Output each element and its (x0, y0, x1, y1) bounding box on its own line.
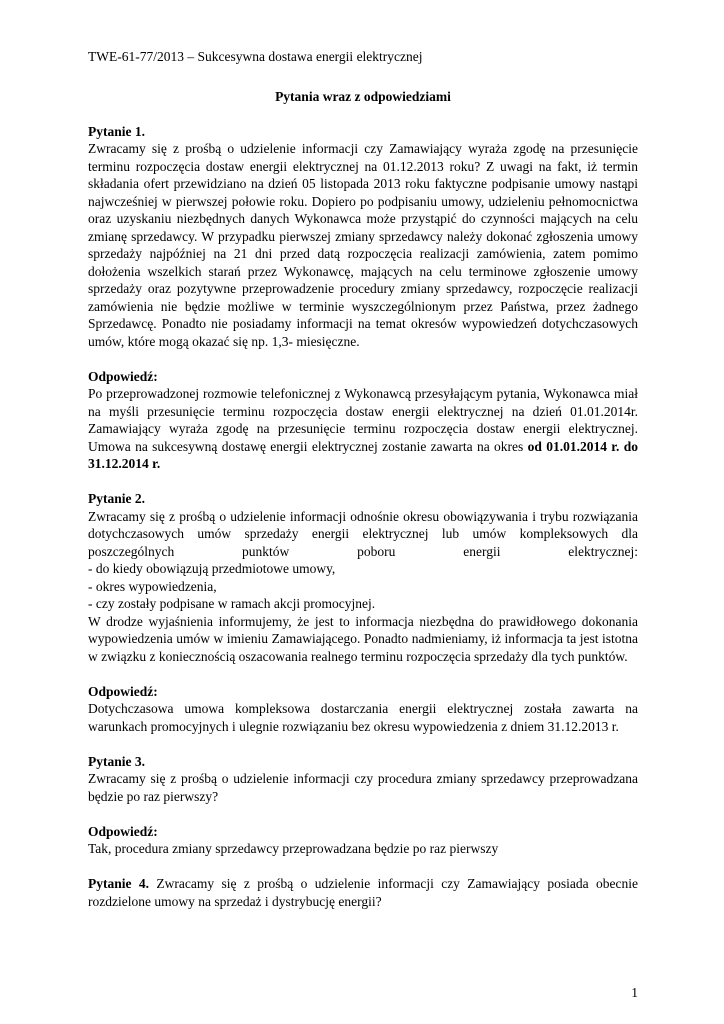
question-4-body (88, 875, 638, 910)
answer-1-text: Po przeprowadzonej rozmowie telefonicznej z Wykonawcą przesyłającym pytania, Wykonawca miał na myśli przesunięcie terminu rozpoczęcia dostaw energii elektrycznej na dzień 01.01.2014r. Zamawiający wyraża zgodę na przesunięcie terminu rozpoczęcia dostaw energii elektrycznej. Umowa na sukcesywną dostawę energii elektrycznej zostanie zawarta na okres (88, 386, 638, 454)
question-1-section (88, 123, 638, 351)
question-2-intro: Zwracamy się z prośbą o udzielenie informacji odnośnie okresu obowiązywania i trybu rozwiązania dotychczasowych umów sprzedaży energii elektrycznej lub umów kompleksowych dla poszczególnych punktów poboru energii elektrycznej: (88, 508, 638, 559)
question-2-section (88, 490, 638, 665)
answer-1-contract-period: od 01.01.2014 r. do 31.12.2014 r. (88, 438, 638, 471)
answer-2-section (88, 683, 638, 736)
document-title: Pytania wraz z odpowiedziami (275, 88, 451, 104)
question-2-outro: W drodze wyjaśnienia informujemy, że jest to informacja niezbędna do prawidłowego dokonania wypowiedzenia umów w imieniu Zamawiającego. Ponadto nadmieniamy, iż informacja ta jest istotna w związku z koniecznością oszacowania realnego terminu rozpoczęcia sprzedaży dla tych punktów. (88, 613, 638, 664)
question-3-body: Zwracamy się z prośbą o udzielenie informacji czy procedura zmiany sprzedawcy przeprowadzana będzie po raz pierwszy? (88, 771, 638, 804)
page-number: 1 (631, 985, 638, 1000)
document-header: TWE-61-77/2013 – Sukcesywna dostawa energii elektrycznej (88, 49, 423, 64)
answer-3-heading: Odpowiedź: (88, 823, 158, 839)
answer-3-body: Tak, procedura zmiany sprzedawcy przeprowadzana będzie po raz pierwszy (88, 841, 499, 856)
answer-2-body: Dotychczasowa umowa kompleksowa dostarczania energii elektrycznej została zawarta na warunkach promocyjnych i ulegnie rozwiązaniu bez okresu wypowiedzenia z dniem 31.12.2013 r. (88, 701, 638, 734)
question-4-section (88, 875, 638, 910)
answer-1-heading: Odpowiedź: (88, 368, 158, 384)
question-1-body: Zwracamy się z prośbą o udzielenie informacji czy Zamawiający wyraża zgodę na przesunięcie terminu rozpoczęcia dostaw energii elektrycznej na 01.12.2013 roku? Z uwagi na fakt, iż termin składania ofert przewidziano na dzień 05 listopada 2013 roku faktyczne podpisanie umowy nastąpi najwcześniej w pierwszej połowie roku. Dopiero po podpisaniu umowy, udzieleniu pełnomocnictwa oraz uzyskaniu niezbędnych danych Wykonawca może przystąpić do czynności mających na celu zmianę sprzedawcy. W przypadku pierwszej zmiany sprzedawcy należy dokonać zgłoszenia umowy sprzedaży najpóźniej na 21 dni przed datą rozpoczęcia realizacji zamówienia, zatem pomimo dołożenia wszelkich starań przez Wykonawcę, mających na celu terminowe zgłoszenie umowy sprzedaży oraz pozytywne przeprowadzenie procedury zmiany sprzedawcy, rozpoczęcie realizacji zamówienia nie będzie możliwe w terminie wyszczególnionym przez Państwa, przez żadnego Sprzedawcę. Ponadto nie posiadamy informacji na temat okresów wypowiedzeń dotychczasowych umów, które mogą okazać się np. 1,3- miesięczne. (88, 141, 638, 349)
answer-1-section (88, 368, 638, 473)
question-1-heading: Pytanie 1. (88, 123, 145, 139)
question-3-heading: Pytanie 3. (88, 753, 145, 769)
answer-2-heading: Odpowiedź: (88, 683, 158, 699)
question-2-heading: Pytanie 2. (88, 491, 145, 506)
answer-1-body (88, 385, 638, 473)
question-4-text: Zwracamy się z prośbą o udzielenie informacji czy Zamawiający posiada obecnie rozdzielone umowy na sprzedaż i dystrybucję energii? (88, 876, 638, 909)
question-4-heading: Pytanie 4. (88, 876, 149, 891)
question-3-section (88, 753, 638, 806)
question-2-list-item: - czy zostały podpisane w ramach akcji promocyjnej. (88, 596, 376, 611)
question-2-list-item: - okres wypowiedzenia, (88, 578, 217, 594)
question-2-list-item: - do kiedy obowiązują przedmiotowe umowy, (88, 561, 336, 576)
answer-3-section (88, 823, 638, 858)
